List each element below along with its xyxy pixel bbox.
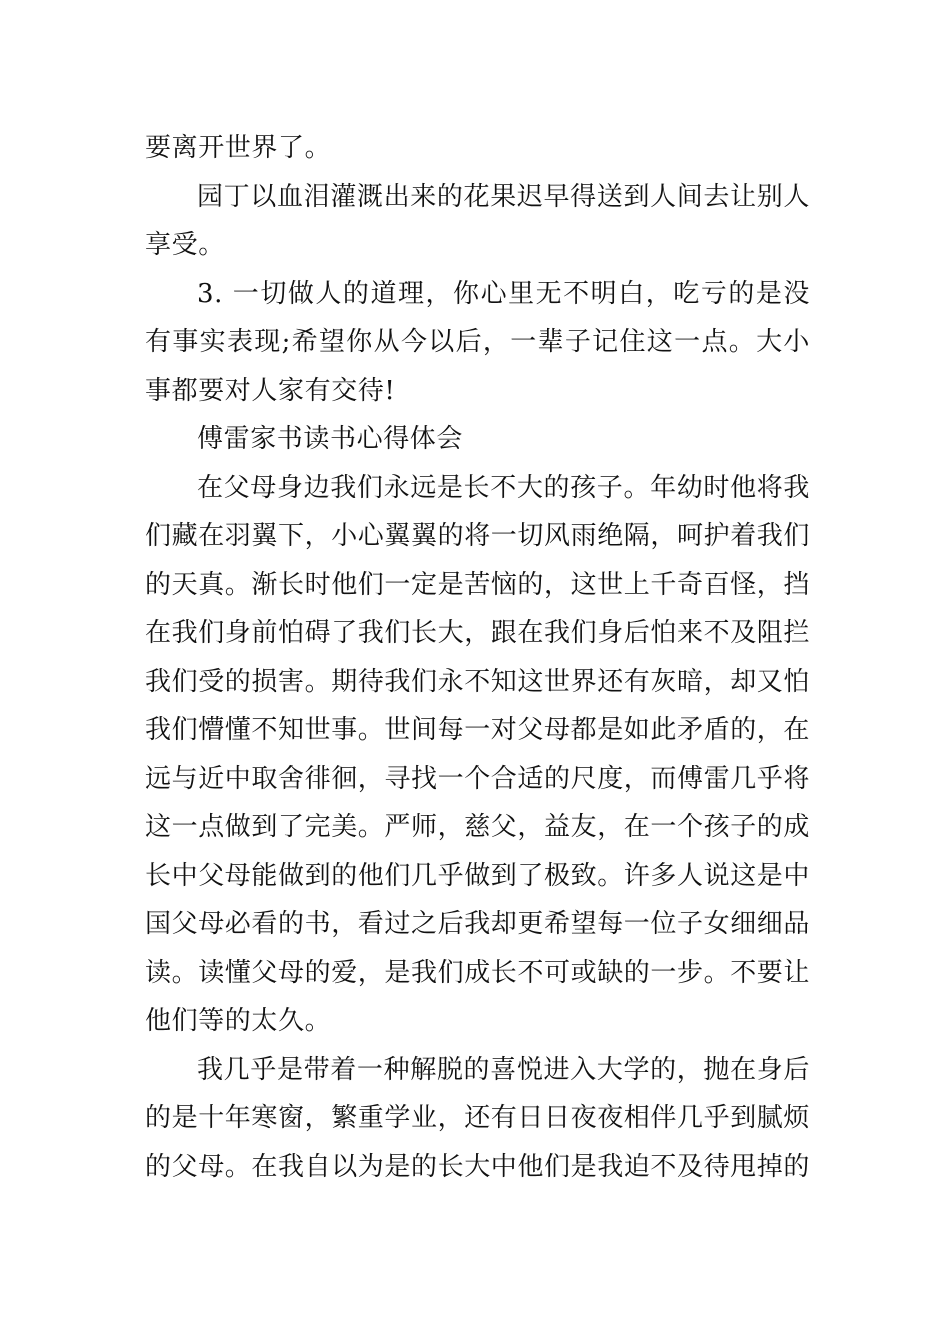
paragraph-parents: 在父母身边我们永远是长不大的孩子。年幼时他将我们藏在羽翼下，小心翼翼的将一切风雨绝隔，呵护着我们的天真。渐长时他们一定是苦恼的，这世上千奇百怪，挡在我们身前怕碍了我们长大，跟在我们身后怕来不及阻拦我们受的损害。期待我们永不知这世界还有灰暗，却又怕我们懵懂不知世事。世间每一对父母都是如此矛盾的，在远与近中取舍徘徊，寻找一个合适的尺度，而傅雷几乎将这一点做到了完美。严师，慈父，益友，在一个孩子的成长中父母能做到的他们几乎做到了极致。许多人说这是中国父母必看的书，看过之后我却更希望每一位子女细细品读。读懂父母的爱，是我们成长不可或缺的一步。不要让他们等的太久。: [145, 472, 811, 1036]
paragraph-quote-3: 3. 一切做人的道理，你心里无不明白，吃亏的是没有事实表现;希望你从今以后，一辈子记住这一点。大小事都要对人家有交待!: [145, 278, 810, 406]
section-heading: 傅雷家书读书心得体会: [197, 424, 464, 454]
paragraph-university: 我几乎是带着一种解脱的喜悦进入大学的，抛在身后的是十年寒窗，繁重学业，还有日日夜夜相伴几乎到腻烦的父母。在我自以为是的长大中他们是我迫不及待甩掉的: [145, 1054, 811, 1182]
paragraph-continuation: 要离开世界了。: [145, 133, 332, 163]
paragraph-gardener-quote: 园丁以血泪灌溉出来的花果迟早得送到人间去让别人享受。: [145, 181, 810, 260]
document-body: [145, 124, 810, 1191]
